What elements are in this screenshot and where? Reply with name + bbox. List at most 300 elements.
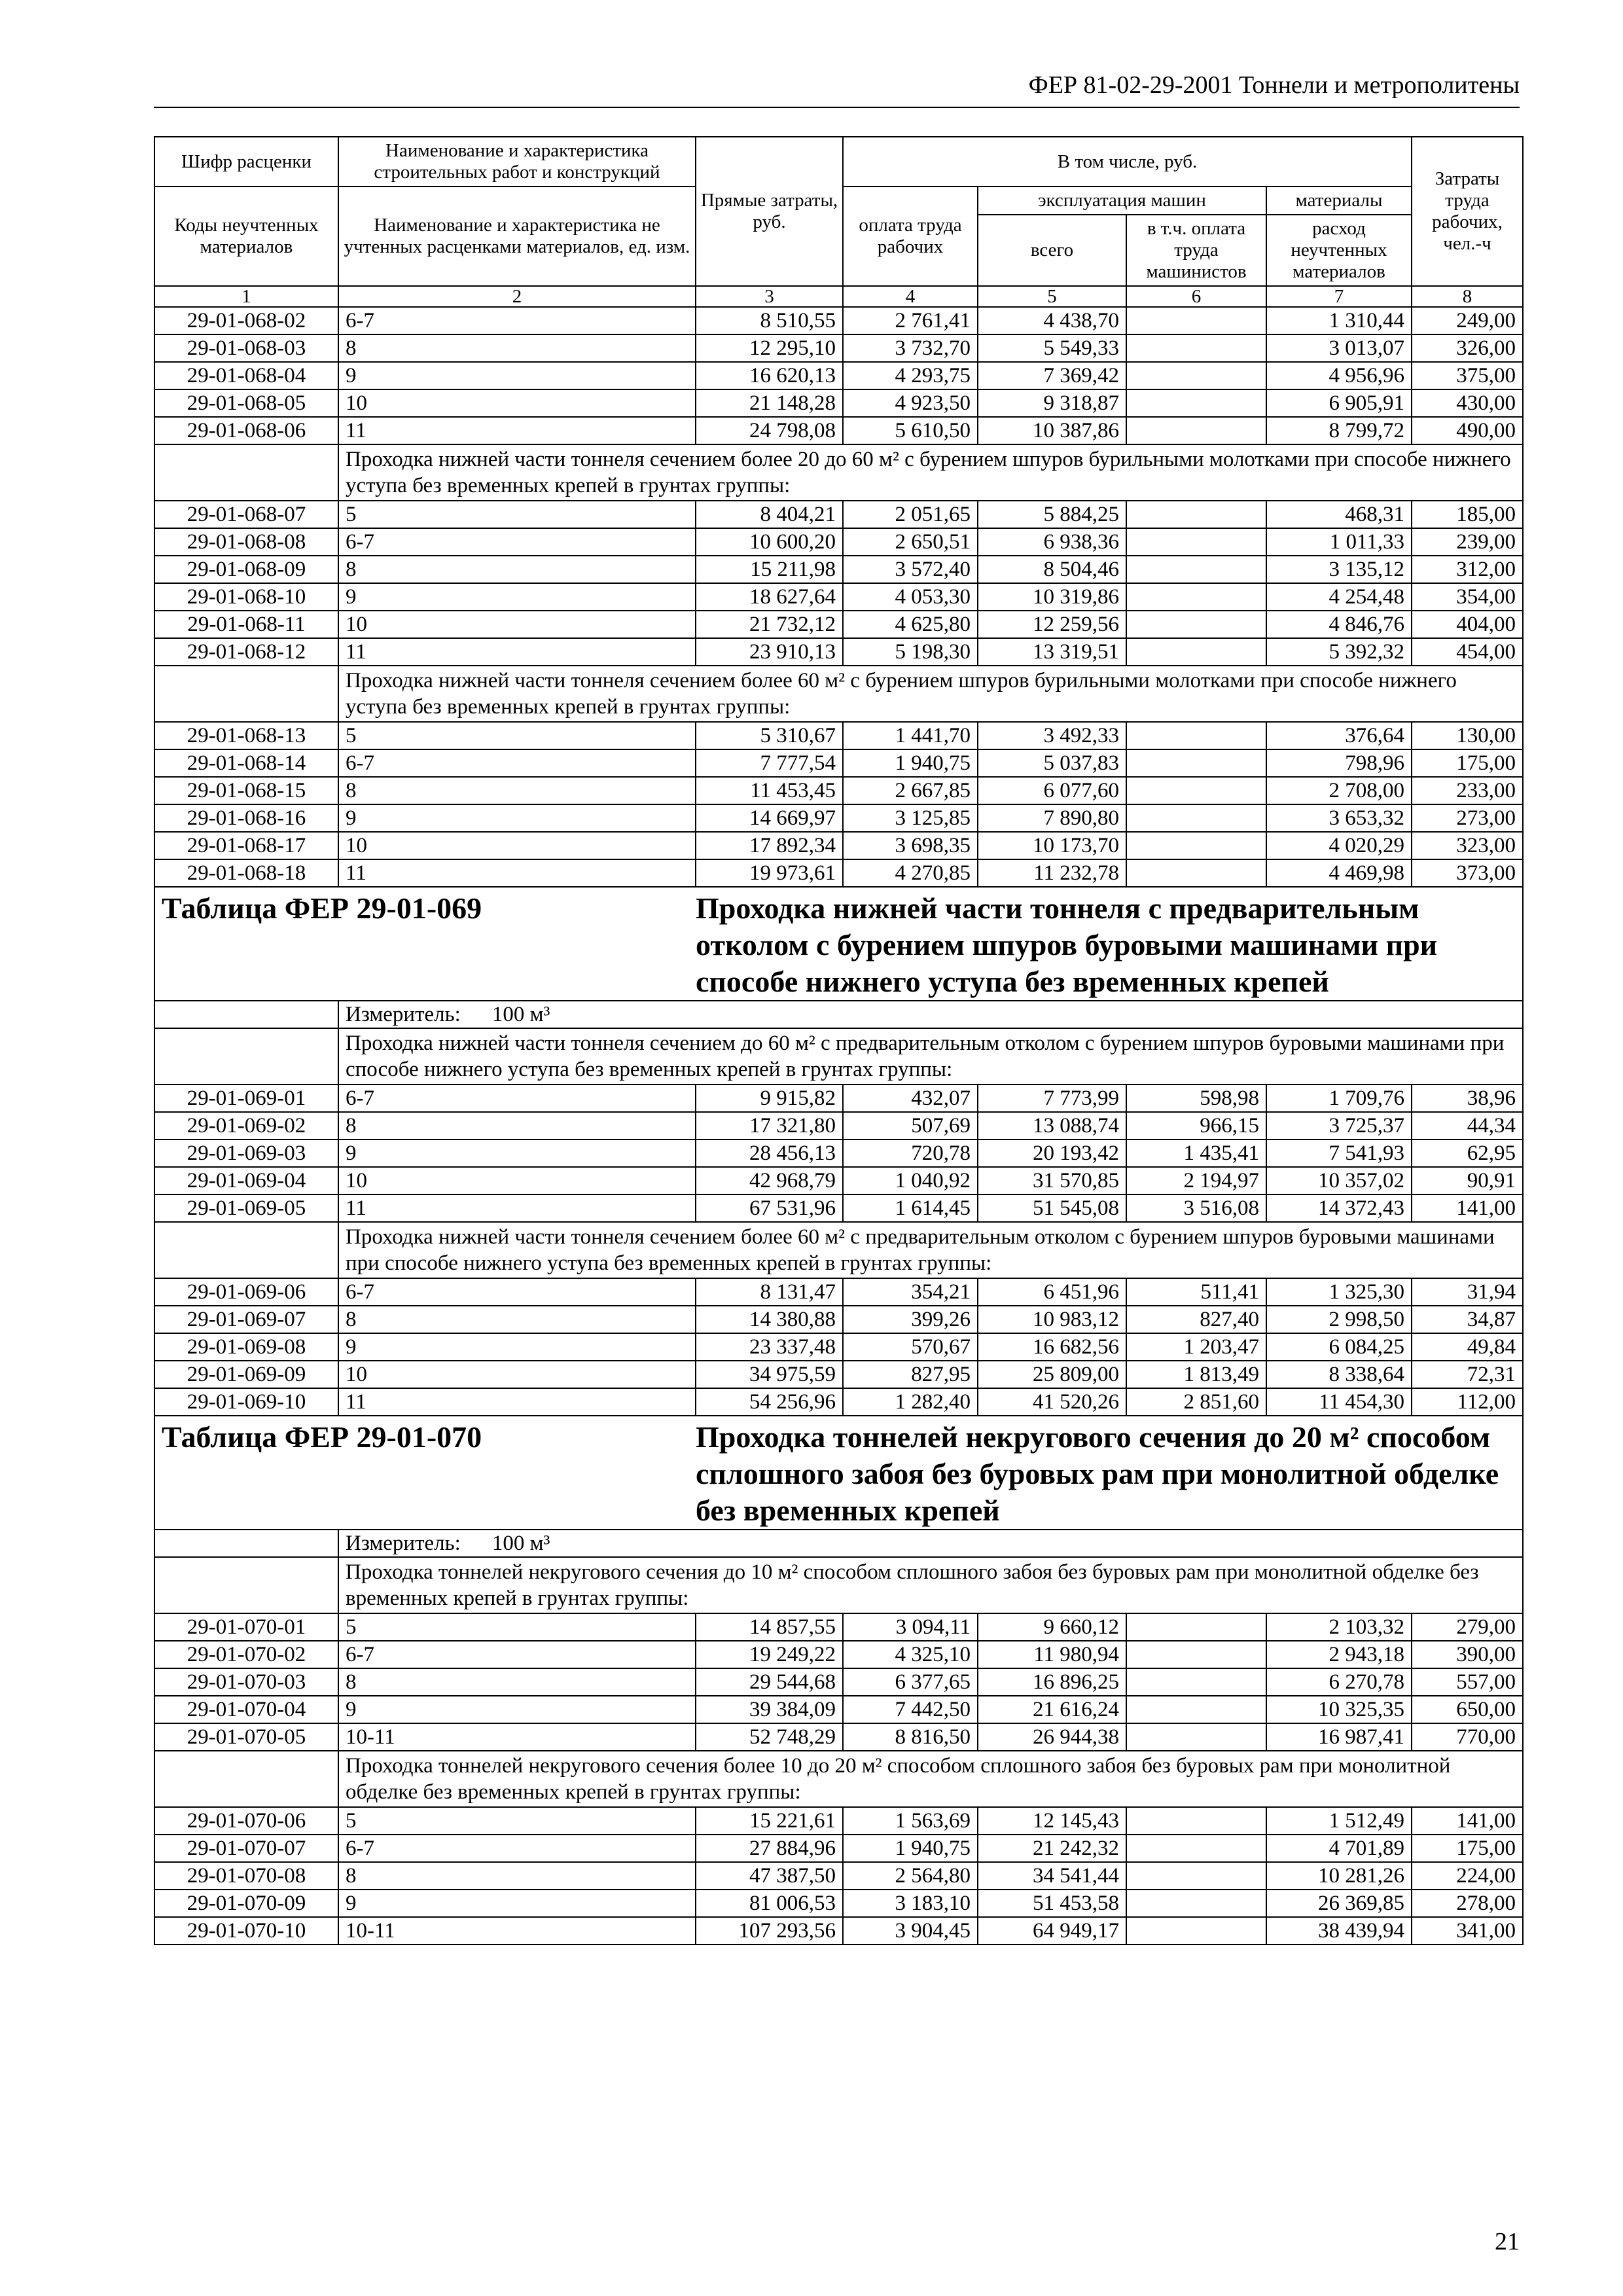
cell-direct-cost: 67 531,96 xyxy=(696,1194,843,1222)
cell-labor-hours: 557,00 xyxy=(1412,1668,1523,1696)
cell-direct-cost: 19 249,22 xyxy=(696,1641,843,1668)
cell-labor-cost: 4 923,50 xyxy=(843,389,978,417)
header-rule xyxy=(154,107,1520,108)
table-title-row xyxy=(154,1416,1523,1530)
cell-soil-group: 9 xyxy=(338,804,696,832)
cell-labor-hours: 326,00 xyxy=(1412,334,1523,362)
cell-machines-total: 6 938,36 xyxy=(978,528,1126,556)
cell-labor-cost: 3 125,85 xyxy=(843,804,978,832)
cell-materials: 2 998,50 xyxy=(1266,1306,1412,1333)
cell-code: 29-01-068-16 xyxy=(154,804,338,832)
cell-code: 29-01-069-02 xyxy=(154,1112,338,1139)
cell-code: 29-01-070-06 xyxy=(154,1807,338,1835)
cell-direct-cost: 8 404,21 xyxy=(696,501,843,528)
cell-labor-cost: 2 650,51 xyxy=(843,528,978,556)
cell-direct-cost: 11 453,45 xyxy=(696,777,843,804)
cell-soil-group: 11 xyxy=(338,859,696,887)
table-row xyxy=(154,777,1523,804)
table-row xyxy=(154,1333,1523,1361)
cell-code: 29-01-069-09 xyxy=(154,1361,338,1388)
cell-labor-hours: 490,00 xyxy=(1412,417,1523,444)
cell-labor-hours: 72,31 xyxy=(1412,1361,1523,1388)
cell-machines-total: 26 944,38 xyxy=(978,1723,1126,1751)
cell-machinist-pay xyxy=(1126,583,1266,611)
cell-soil-group: 10-11 xyxy=(338,1723,696,1751)
cell-soil-group: 10 xyxy=(338,1361,696,1388)
cell-code: 29-01-069-01 xyxy=(154,1085,338,1112)
col-labor-header: Затраты труда рабочих, чел.-ч xyxy=(1412,137,1523,286)
cell-soil-group: 10 xyxy=(338,832,696,859)
cell-machines-total: 7 369,42 xyxy=(978,362,1126,389)
cell-labor-hours: 312,00 xyxy=(1412,556,1523,583)
cell-labor-cost: 3 094,11 xyxy=(843,1613,978,1641)
cell-code: 29-01-068-17 xyxy=(154,832,338,859)
cell-labor-cost: 3 698,35 xyxy=(843,832,978,859)
table-row xyxy=(154,307,1523,334)
cell-materials: 5 392,32 xyxy=(1266,638,1412,666)
cell-machinist-pay xyxy=(1126,1641,1266,1668)
cell-machines-total: 16 896,25 xyxy=(978,1668,1126,1696)
measure xyxy=(338,1530,1523,1557)
cell-soil-group: 6-7 xyxy=(338,1278,696,1306)
cell-machines-total: 20 193,42 xyxy=(978,1139,1126,1167)
cell-code: 29-01-069-08 xyxy=(154,1333,338,1361)
cell-labor-hours: 249,00 xyxy=(1412,307,1523,334)
table-title-code: Таблица ФЕР 29-01-070 xyxy=(154,1416,696,1530)
cell-machines-total: 10 387,86 xyxy=(978,417,1126,444)
cell-machines-total: 12 259,56 xyxy=(978,611,1126,638)
cell-soil-group: 5 xyxy=(338,501,696,528)
cell-code: 29-01-069-06 xyxy=(154,1278,338,1306)
table-row xyxy=(154,722,1523,749)
col-laborcost-header: оплата труда рабочих xyxy=(843,187,978,286)
cell-soil-group: 9 xyxy=(338,1696,696,1723)
cell-labor-hours: 454,00 xyxy=(1412,638,1523,666)
page-number: 21 xyxy=(1495,2228,1520,2255)
cell-direct-cost: 17 892,34 xyxy=(696,832,843,859)
cell-labor-cost: 1 614,45 xyxy=(843,1194,978,1222)
cell-machinist-pay: 2 851,60 xyxy=(1126,1388,1266,1416)
cell-direct-cost: 8 131,47 xyxy=(696,1278,843,1306)
col-number: 3 xyxy=(696,286,843,307)
table-title-row xyxy=(154,887,1523,1001)
table-row xyxy=(154,749,1523,777)
measure-label: Измеритель: xyxy=(346,1003,461,1026)
cell-machinist-pay xyxy=(1126,777,1266,804)
cell-labor-hours: 430,00 xyxy=(1412,389,1523,417)
cell-soil-group: 9 xyxy=(338,583,696,611)
col-number: 6 xyxy=(1126,286,1266,307)
col-unaccounted-codes-header: Коды неучтенных материалов xyxy=(154,187,338,286)
cell-labor-hours: 323,00 xyxy=(1412,832,1523,859)
table-row xyxy=(154,1890,1523,1917)
cell-direct-cost: 7 777,54 xyxy=(696,749,843,777)
cell-code: 29-01-068-08 xyxy=(154,528,338,556)
cell-labor-cost: 1 940,75 xyxy=(843,1835,978,1862)
col-number: 2 xyxy=(338,286,696,307)
cell-labor-cost: 507,69 xyxy=(843,1112,978,1139)
cell-code: 29-01-070-02 xyxy=(154,1641,338,1668)
cell-machinist-pay xyxy=(1126,1917,1266,1945)
cell-materials: 3 135,12 xyxy=(1266,556,1412,583)
cell-machinist-pay xyxy=(1126,1835,1266,1862)
cell-labor-cost: 3 572,40 xyxy=(843,556,978,583)
cell-machinist-pay xyxy=(1126,749,1266,777)
cell-machinist-pay xyxy=(1126,722,1266,749)
section-heading-row xyxy=(154,666,1523,722)
cell-code: 29-01-068-04 xyxy=(154,362,338,389)
table-row xyxy=(154,583,1523,611)
table-head xyxy=(154,137,1523,307)
cell-materials: 1 709,76 xyxy=(1266,1085,1412,1112)
cell-code: 29-01-069-05 xyxy=(154,1194,338,1222)
cell-labor-hours: 141,00 xyxy=(1412,1194,1523,1222)
cell-code: 29-01-068-10 xyxy=(154,583,338,611)
cell-direct-cost: 9 915,82 xyxy=(696,1085,843,1112)
cell-materials: 2 708,00 xyxy=(1266,777,1412,804)
cell-soil-group: 11 xyxy=(338,638,696,666)
cell-materials: 798,96 xyxy=(1266,749,1412,777)
section-heading: Проходка тоннелей некругового сечения до 10 м² способом сплошного забоя без буровых рам при монолитной обделке без временных крепей в грунтах группы: xyxy=(338,1557,1523,1613)
cell-machines-total: 5 037,83 xyxy=(978,749,1126,777)
cell-labor-cost: 4 053,30 xyxy=(843,583,978,611)
cell-code: 29-01-070-08 xyxy=(154,1862,338,1890)
cell-machinist-pay: 1 435,41 xyxy=(1126,1139,1266,1167)
cell-machinist-pay xyxy=(1126,1613,1266,1641)
cell-labor-cost: 432,07 xyxy=(843,1085,978,1112)
cell-labor-hours: 175,00 xyxy=(1412,749,1523,777)
cell-soil-group: 8 xyxy=(338,556,696,583)
section-heading-row xyxy=(154,1222,1523,1278)
table-row xyxy=(154,1306,1523,1333)
cell-direct-cost: 14 857,55 xyxy=(696,1613,843,1641)
cell-labor-hours: 273,00 xyxy=(1412,804,1523,832)
cell-materials: 10 281,26 xyxy=(1266,1862,1412,1890)
measure-row xyxy=(154,1530,1523,1557)
cell-machines-total: 5 549,33 xyxy=(978,334,1126,362)
cell-materials: 16 987,41 xyxy=(1266,1723,1412,1751)
cell-direct-cost: 14 669,97 xyxy=(696,804,843,832)
price-table xyxy=(154,136,1524,1945)
cell-soil-group: 10 xyxy=(338,611,696,638)
cell-code: 29-01-070-10 xyxy=(154,1917,338,1945)
cell-materials: 1 325,30 xyxy=(1266,1278,1412,1306)
cell-labor-cost: 2 761,41 xyxy=(843,307,978,334)
cell-labor-hours: 278,00 xyxy=(1412,1890,1523,1917)
cell-materials: 10 325,35 xyxy=(1266,1696,1412,1723)
cell-machinist-pay xyxy=(1126,528,1266,556)
cell-direct-cost: 23 337,48 xyxy=(696,1333,843,1361)
table-row xyxy=(154,1641,1523,1668)
cell-materials: 11 454,30 xyxy=(1266,1388,1412,1416)
col-machinist-header: в т.ч. оплата труда машинистов xyxy=(1126,215,1266,286)
cell-machinist-pay xyxy=(1126,389,1266,417)
cell-soil-group: 9 xyxy=(338,1333,696,1361)
cell-labor-cost: 3 904,45 xyxy=(843,1917,978,1945)
cell-soil-group: 10-11 xyxy=(338,1917,696,1945)
cell-machines-total: 41 520,26 xyxy=(978,1388,1126,1416)
table-row xyxy=(154,334,1523,362)
table-body xyxy=(154,307,1523,1945)
table-row xyxy=(154,556,1523,583)
cell-labor-hours: 341,00 xyxy=(1412,1917,1523,1945)
cell-machinist-pay xyxy=(1126,362,1266,389)
cell-direct-cost: 23 910,13 xyxy=(696,638,843,666)
cell-soil-group: 8 xyxy=(338,334,696,362)
cell-machinist-pay xyxy=(1126,832,1266,859)
table-row xyxy=(154,1194,1523,1222)
cell-soil-group: 6-7 xyxy=(338,1085,696,1112)
cell-direct-cost: 34 975,59 xyxy=(696,1361,843,1388)
cell-labor-hours: 185,00 xyxy=(1412,501,1523,528)
cell-soil-group: 6-7 xyxy=(338,307,696,334)
cell-labor-cost: 3 183,10 xyxy=(843,1890,978,1917)
section-heading-row xyxy=(154,1751,1523,1807)
cell-machines-total: 13 088,74 xyxy=(978,1112,1126,1139)
cell-code: 29-01-068-14 xyxy=(154,749,338,777)
cell-code: 29-01-068-13 xyxy=(154,722,338,749)
cell-labor-cost: 3 732,70 xyxy=(843,334,978,362)
cell-machines-total: 13 319,51 xyxy=(978,638,1126,666)
cell-labor-cost: 1 441,70 xyxy=(843,722,978,749)
cell-machines-total: 21 242,32 xyxy=(978,1835,1126,1862)
table-row xyxy=(154,362,1523,389)
cell-direct-cost: 47 387,50 xyxy=(696,1862,843,1890)
table-row xyxy=(154,638,1523,666)
col-machines-total-header: всего xyxy=(978,215,1126,286)
cell-labor-hours: 650,00 xyxy=(1412,1696,1523,1723)
cell-machines-total: 31 570,85 xyxy=(978,1167,1126,1194)
cell-materials: 4 956,96 xyxy=(1266,362,1412,389)
section-heading: Проходка нижней части тоннеля сечением более 60 м² с предварительным отколом с бурением шпуров буровыми машинами при способе нижнего уступа без временных крепей в грунтах группы: xyxy=(338,1222,1523,1278)
col-code-header: Шифр расценки xyxy=(154,137,338,187)
col-direct-header: Прямые затраты, руб. xyxy=(696,137,843,286)
cell-code: 29-01-068-15 xyxy=(154,777,338,804)
cell-machinist-pay xyxy=(1126,1862,1266,1890)
cell-machinist-pay xyxy=(1126,501,1266,528)
col-number: 5 xyxy=(978,286,1126,307)
cell-labor-cost: 1 940,75 xyxy=(843,749,978,777)
cell-direct-cost: 21 732,12 xyxy=(696,611,843,638)
cell-machinist-pay xyxy=(1126,417,1266,444)
cell-code: 29-01-070-04 xyxy=(154,1696,338,1723)
cell-labor-hours: 239,00 xyxy=(1412,528,1523,556)
cell-direct-cost: 39 384,09 xyxy=(696,1696,843,1723)
cell-labor-cost: 1 563,69 xyxy=(843,1807,978,1835)
cell-materials: 4 846,76 xyxy=(1266,611,1412,638)
cell-code: 29-01-069-10 xyxy=(154,1388,338,1416)
col-number: 1 xyxy=(154,286,338,307)
cell-materials: 6 905,91 xyxy=(1266,389,1412,417)
cell-labor-cost: 399,26 xyxy=(843,1306,978,1333)
cell-machines-total: 34 541,44 xyxy=(978,1862,1126,1890)
cell-labor-hours: 130,00 xyxy=(1412,722,1523,749)
cell-code: 29-01-070-01 xyxy=(154,1613,338,1641)
cell-direct-cost: 21 148,28 xyxy=(696,389,843,417)
cell-machines-total: 10 173,70 xyxy=(978,832,1126,859)
section-heading: Проходка нижней части тоннеля сечением более 20 до 60 м² с бурением шпуров бурильными молотками при способе нижнего уступа без временных крепей в грунтах группы: xyxy=(338,444,1523,501)
cell-labor-cost: 5 198,30 xyxy=(843,638,978,666)
table-title-code: Таблица ФЕР 29-01-069 xyxy=(154,887,696,1001)
cell-direct-cost: 107 293,56 xyxy=(696,1917,843,1945)
table-row xyxy=(154,804,1523,832)
table-row xyxy=(154,611,1523,638)
cell-labor-cost: 2 564,80 xyxy=(843,1862,978,1890)
cell-machinist-pay xyxy=(1126,638,1266,666)
table-title-text: Проходка нижней части тоннеля с предварительным отколом с бурением шпуров буровыми машинами при способе нижнего уступа без временных крепей xyxy=(696,887,1523,1001)
col-materials-unaccounted-header: расход неучтенных материалов xyxy=(1266,215,1412,286)
section-heading-row xyxy=(154,444,1523,501)
cell-machinist-pay xyxy=(1126,859,1266,887)
cell-code: 29-01-068-05 xyxy=(154,389,338,417)
cell-materials: 2 943,18 xyxy=(1266,1641,1412,1668)
cell-labor-hours: 373,00 xyxy=(1412,859,1523,887)
col-materials-header: материалы xyxy=(1266,187,1412,215)
cell-machines-total: 4 438,70 xyxy=(978,307,1126,334)
section-heading-row xyxy=(154,1557,1523,1613)
cell-direct-cost: 24 798,08 xyxy=(696,417,843,444)
cell-labor-cost: 827,95 xyxy=(843,1361,978,1388)
column-numbers-row xyxy=(154,286,1523,307)
measure-empty-cell xyxy=(154,1001,338,1028)
cell-soil-group: 10 xyxy=(338,389,696,417)
cell-machines-total: 3 492,33 xyxy=(978,722,1126,749)
cell-soil-group: 6-7 xyxy=(338,749,696,777)
cell-materials: 6 270,78 xyxy=(1266,1668,1412,1696)
cell-soil-group: 11 xyxy=(338,417,696,444)
section-heading: Проходка тоннелей некругового сечения более 10 до 20 м² способом сплошного забоя без буровых рам при монолитной обделке без временных крепей в грунтах группы: xyxy=(338,1751,1523,1807)
measure xyxy=(338,1001,1523,1028)
cell-machines-total: 6 077,60 xyxy=(978,777,1126,804)
cell-code: 29-01-068-18 xyxy=(154,859,338,887)
cell-direct-cost: 19 973,61 xyxy=(696,859,843,887)
cell-direct-cost: 27 884,96 xyxy=(696,1835,843,1862)
cell-soil-group: 5 xyxy=(338,1807,696,1835)
cell-materials: 1 011,33 xyxy=(1266,528,1412,556)
table-row xyxy=(154,1668,1523,1696)
cell-labor-cost: 354,21 xyxy=(843,1278,978,1306)
cell-machines-total: 21 616,24 xyxy=(978,1696,1126,1723)
cell-labor-cost: 4 293,75 xyxy=(843,362,978,389)
cell-direct-cost: 54 256,96 xyxy=(696,1388,843,1416)
table-row xyxy=(154,1278,1523,1306)
section-empty-cell xyxy=(154,1557,338,1613)
cell-labor-hours: 62,95 xyxy=(1412,1139,1523,1167)
cell-labor-hours: 38,96 xyxy=(1412,1085,1523,1112)
cell-labor-hours: 224,00 xyxy=(1412,1862,1523,1890)
cell-materials: 376,64 xyxy=(1266,722,1412,749)
cell-direct-cost: 8 510,55 xyxy=(696,307,843,334)
cell-machinist-pay: 598,98 xyxy=(1126,1085,1266,1112)
cell-code: 29-01-068-06 xyxy=(154,417,338,444)
cell-direct-cost: 29 544,68 xyxy=(696,1668,843,1696)
cell-labor-hours: 49,84 xyxy=(1412,1333,1523,1361)
col-number: 4 xyxy=(843,286,978,307)
cell-machinist-pay: 1 203,47 xyxy=(1126,1333,1266,1361)
cell-soil-group: 11 xyxy=(338,1194,696,1222)
cell-direct-cost: 52 748,29 xyxy=(696,1723,843,1751)
table-row xyxy=(154,1085,1523,1112)
cell-materials: 3 013,07 xyxy=(1266,334,1412,362)
cell-soil-group: 11 xyxy=(338,1388,696,1416)
table-row xyxy=(154,1388,1523,1416)
table-row xyxy=(154,1807,1523,1835)
section-heading-row xyxy=(154,1028,1523,1085)
table-row xyxy=(154,1167,1523,1194)
cell-machines-total: 51 453,58 xyxy=(978,1890,1126,1917)
cell-materials: 2 103,32 xyxy=(1266,1613,1412,1641)
section-empty-cell xyxy=(154,666,338,722)
cell-code: 29-01-070-09 xyxy=(154,1890,338,1917)
cell-direct-cost: 16 620,13 xyxy=(696,362,843,389)
cell-direct-cost: 18 627,64 xyxy=(696,583,843,611)
cell-labor-hours: 375,00 xyxy=(1412,362,1523,389)
cell-machinist-pay: 3 516,08 xyxy=(1126,1194,1266,1222)
cell-machines-total: 11 232,78 xyxy=(978,859,1126,887)
cell-machinist-pay xyxy=(1126,1723,1266,1751)
cell-code: 29-01-068-12 xyxy=(154,638,338,666)
cell-labor-cost: 1 040,92 xyxy=(843,1167,978,1194)
cell-soil-group: 6-7 xyxy=(338,1641,696,1668)
cell-machinist-pay xyxy=(1126,556,1266,583)
cell-materials: 1 310,44 xyxy=(1266,307,1412,334)
table-row xyxy=(154,859,1523,887)
table-row xyxy=(154,1696,1523,1723)
cell-code: 29-01-070-05 xyxy=(154,1723,338,1751)
cell-code: 29-01-068-02 xyxy=(154,307,338,334)
cell-code: 29-01-068-11 xyxy=(154,611,338,638)
cell-machinist-pay xyxy=(1126,1668,1266,1696)
cell-machinist-pay xyxy=(1126,307,1266,334)
cell-labor-cost: 720,78 xyxy=(843,1139,978,1167)
cell-materials: 4 701,89 xyxy=(1266,1835,1412,1862)
cell-machinist-pay: 827,40 xyxy=(1126,1306,1266,1333)
cell-labor-hours: 141,00 xyxy=(1412,1807,1523,1835)
cell-soil-group: 8 xyxy=(338,777,696,804)
cell-machines-total: 7 773,99 xyxy=(978,1085,1126,1112)
cell-materials: 38 439,94 xyxy=(1266,1917,1412,1945)
cell-direct-cost: 5 310,67 xyxy=(696,722,843,749)
cell-labor-hours: 354,00 xyxy=(1412,583,1523,611)
cell-soil-group: 8 xyxy=(338,1862,696,1890)
cell-soil-group: 10 xyxy=(338,1167,696,1194)
cell-machines-total: 9 660,12 xyxy=(978,1613,1126,1641)
cell-code: 29-01-069-03 xyxy=(154,1139,338,1167)
cell-machinist-pay xyxy=(1126,334,1266,362)
measure-empty-cell xyxy=(154,1530,338,1557)
cell-materials: 10 357,02 xyxy=(1266,1167,1412,1194)
table-row xyxy=(154,1723,1523,1751)
cell-machinist-pay xyxy=(1126,1696,1266,1723)
cell-labor-hours: 175,00 xyxy=(1412,1835,1523,1862)
cell-soil-group: 8 xyxy=(338,1668,696,1696)
cell-machines-total: 10 319,86 xyxy=(978,583,1126,611)
cell-labor-hours: 404,00 xyxy=(1412,611,1523,638)
table-row xyxy=(154,528,1523,556)
cell-machinist-pay xyxy=(1126,611,1266,638)
cell-soil-group: 6-7 xyxy=(338,528,696,556)
cell-soil-group: 8 xyxy=(338,1112,696,1139)
cell-labor-hours: 34,87 xyxy=(1412,1306,1523,1333)
col-machines-header: эксплуатация машин xyxy=(978,187,1266,215)
table-row xyxy=(154,389,1523,417)
cell-materials: 7 541,93 xyxy=(1266,1139,1412,1167)
col-number: 8 xyxy=(1412,286,1523,307)
cell-code: 29-01-068-09 xyxy=(154,556,338,583)
col-name-header: Наименование и характеристика строительных работ и конструкций xyxy=(338,137,696,187)
cell-labor-cost: 8 816,50 xyxy=(843,1723,978,1751)
cell-code: 29-01-068-03 xyxy=(154,334,338,362)
